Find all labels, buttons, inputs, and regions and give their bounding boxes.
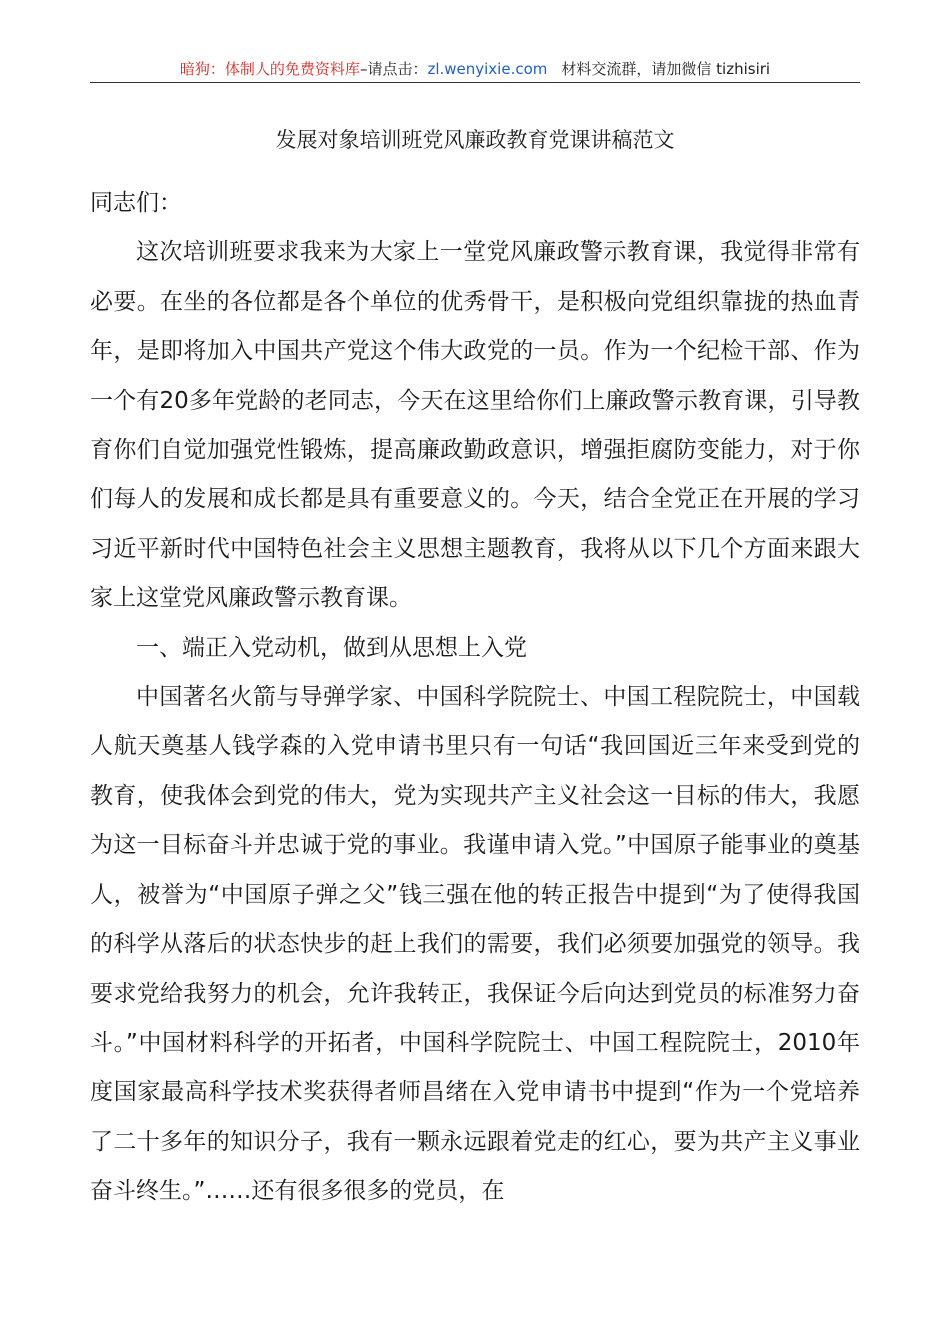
header-brand: 暗狗：体制人的免费资料库 <box>179 60 360 78</box>
header-divider <box>90 82 860 83</box>
paragraph-section-1: 中国著名火箭与导弹学家、中国科学院院士、中国工程院院士，中国载人航天奠基人钱学森的入党申请书里只有一句话“我回国近三年来受到党的教育，使我体会到党的伟大，党为实现共产主义社会这一目标的伟大，我愿为这一目标奋斗并忠诚于党的事业。我谨申请入党。”中国原子能事业的奠基人，被誉为“中国原子弹之父”钱三强在他的转正报告中提到“为了使得我国的科学从落后的状态快步的赶上我们的需要，我们必须要加强党的领导。我要求党给我努力的机会，允许我转正，我保证今后向达到党员的标准努力奋斗。”中国材料科学的开拓者，中国科学院院士、中国工程院院士，2010年度国家最高科学技术奖获得者师昌绪在入党申请书中提到“作为一个党培养了二十多年的知识分子，我有一颗永远跟着党走的红心，要为共产主义事业奋斗终生。”……还有很多很多的党员，在 <box>90 684 860 1205</box>
document-title: 发展对象培训班党风廉政教育党课讲稿范文 <box>275 128 675 152</box>
page-header <box>90 58 860 80</box>
salutation: 同志们： <box>90 190 182 216</box>
header-wechat-note: 材料交流群，请加微信 tizhisiri <box>561 60 771 78</box>
header-link[interactable]: zl.wenyixie.com <box>427 60 548 78</box>
header-prompt: –请点击： <box>359 60 428 78</box>
document-body <box>90 179 860 1217</box>
paragraph-intro: 这次培训班要求我来为大家上一堂党风廉政警示教育课，我觉得非常有必要。在坐的各位都是各个单位的优秀骨干，是积极向党组织靠拢的热血青年，是即将加入中国共产党这个伟大政党的一员。作为一个纪检干部、作为一个有20多年党龄的老同志，今天在这里给你们上廉政警示教育课，引导教育你们自觉加强党性锻炼，提高廉政勤政意识，增强拒腐防变能力，对于你们每人的发展和成长都是具有重要意义的。今天，结合全党正在开展的学习习近平新时代中国特色社会主义思想主题教育，我将从以下几个方面来跟大家上这堂党风廉政警示教育课。 <box>90 239 860 612</box>
section-heading-1: 一、端正入党动机，做到从思想上入党 <box>136 634 527 661</box>
